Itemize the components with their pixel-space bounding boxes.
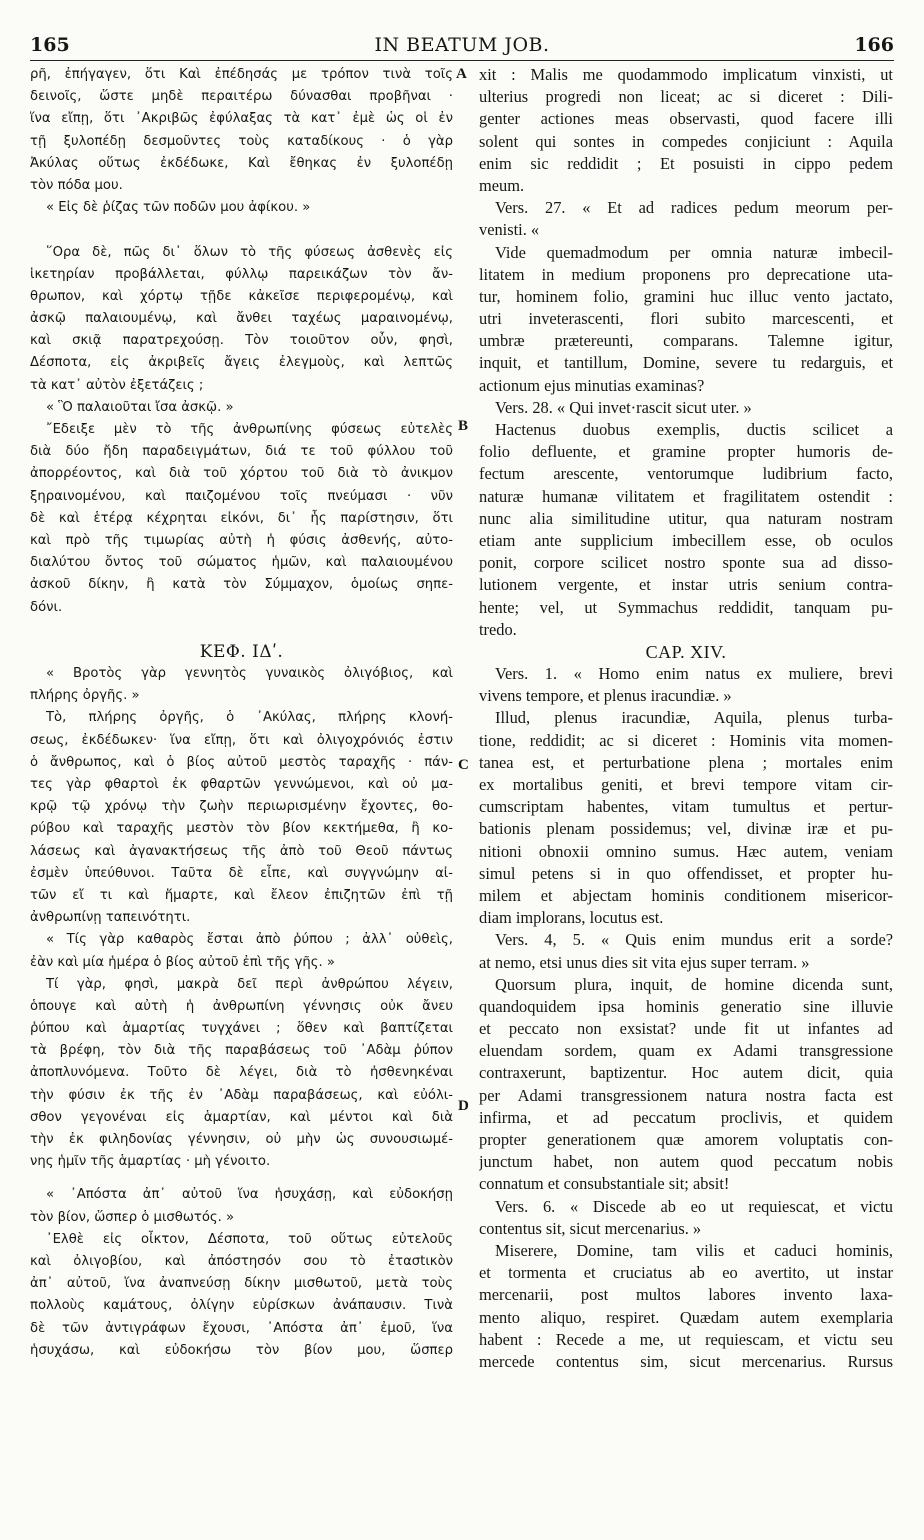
greek-text-line: πολλοὺς καμάτους, ὀλίγην εὑρίσκων ἀνάπαυσιν. Τινὰ (30, 1298, 453, 1314)
greek-text-line: λάσεως καὶ ἀγανακτήσεως τῆς ἀπὸ τοῦ Θεοῦ πάντως (30, 843, 453, 859)
greek-text-line: σθον γεγονέναι εἰς ἁμαρτίαν, καὶ μέντοι καὶ διὰ (30, 1109, 453, 1125)
greek-text-line: ῎Εδειξε μὲν τὸ τῆς ἀνθρωπίνης φύσεως εὐτελὲς (46, 422, 453, 437)
latin-text-line: inquit, et tantillum, Domine, severe tu redarguis, et (479, 353, 893, 373)
greek-chapter-heading: ΚΕΦ. ΙΔʹ. (199, 641, 284, 662)
latin-text-line: contraxerunt, baptizentur. Hoc autem dicit, quia (479, 1063, 893, 1083)
latin-text-line: tredo. (479, 619, 517, 639)
greek-text-line: « Βροτὸς γὰρ γεννητὸς γυναικὸς ὀλιγόβιος, καὶ (46, 666, 453, 682)
greek-text-line: Τί γὰρ, φησὶ, μακρὰ δεῖ περὶ ἀνθρώπου λέγειν, (46, 976, 453, 992)
greek-text-line: ὁ ἄνθρωπος, καὶ ὁ βίος αὐτοῦ μεστὸς ταραχῆς · πάν- (30, 754, 453, 770)
greek-text-line: καὶ σκιᾷ παρατρεχούσῃ. Τὸν τοιοῦτον οὖν, φησὶ, (30, 333, 453, 349)
section-marker-d: D (458, 1098, 469, 1114)
greek-text-line: « Τίς γὰρ καθαρὸς ἔσται ἀπὸ ῥύπου ; ἀλλ᾿ οὐθεὶς, (46, 932, 453, 948)
latin-text-line: at nemo, etsi unus dies sit vita ejus super terram. » (479, 952, 810, 972)
greek-text-line: « Εἰς δὲ ῥίζας τῶν ποδῶν μου ἀφίκου. » (46, 200, 311, 216)
latin-text-line: fectum arescente, ventorumque ludibrium facto, (479, 464, 893, 484)
greek-text-line: ῥύπου καὶ ἁμαρτίας τυγχάνει ; ὅθεν καὶ βαπτίζεται (30, 1021, 453, 1037)
greek-text-line: δὲ καὶ ἑτέρᾳ κέχρηται εἰκόνι, δι᾿ ἧς παρίστησιν, ὅτι (30, 510, 453, 526)
greek-text-line: ἡσυχάσω, καὶ εὐδοκήσω τὸν βίον μου, ὥσπερ (30, 1342, 453, 1358)
latin-text-line: genter actiones meas observasti, quod facere illi (479, 109, 893, 129)
latin-text-line: lutionem vergente, et instar utris senium contra- (479, 575, 893, 595)
greek-text-line: ἐὰν καὶ μία ἡμέρα ὁ βίος αὐτοῦ ἐπὶ τῆς γῆς. » (30, 954, 335, 970)
latin-text-line: nunc alia similitudine utitur, qua naturam nostram (479, 508, 893, 528)
greek-text-line: τες γὰρ φθαρτοὶ ἐκ φθαρτῶν γεννώμενοι, καὶ οὐ μα- (30, 777, 453, 792)
greek-text-line: Ἀκύλας οὕτως ἐκδέδωκε, Καὶ ἔθηκας ἐν ξυλοπέδῃ (30, 155, 453, 171)
greek-text-line: ᾿Ελθὲ εἰς οἶκτον, Δέσποτα, τοῦ οὕτως εὐτελοῦς (46, 1231, 453, 1247)
greek-text-line: ἀπ᾿ αὐτοῦ, ἵνα ἀναπνεύσῃ δίκην μισθωτοῦ, μετὰ τοὺς (30, 1276, 453, 1292)
latin-chapter-heading: CAP. XIV. (645, 641, 727, 662)
latin-text-line: vivens tempore, et plenus iracundiæ. » (479, 686, 732, 706)
latin-text-line: Hactenus duobus exemplis, ductis scilicet a (495, 420, 893, 439)
greek-text-line: ῞Ορα δὲ, πῶς δι᾿ ὅλων τὸ τῆς φύσεως ἀσθενὲς εἰς (46, 244, 453, 260)
paragraph-gap (30, 219, 453, 241)
greek-text-line: θρωπον, καὶ χόρτῳ τῇδε κἀκεῖσε περιφερομένῳ, καὶ (30, 288, 453, 304)
greek-text-line: καὶ ὀλιγοβίου, καὶ ἀπόστησόν σου τὸ ἐτασtικὸν (30, 1253, 453, 1269)
latin-text-line: Vers. 28. « Qui invet·rascit sicut uter. » (495, 397, 752, 417)
greek-text-line: νης ἡμῖν τῆς ἁμαρτίας · μὴ γένοιτο. (30, 1154, 271, 1170)
latin-text-line: eluendam sordem, quam ex Adami transgressione (479, 1041, 893, 1061)
greek-text-line: ἀποπλυνόμενα. Τοῦτο δὲ λέγει, διὰ τὸ ἠσθενηκέναι (30, 1065, 453, 1081)
latin-text-line: mercede contentus sim, sicut mercenarius. Rursus (479, 1351, 893, 1371)
latin-text-line: folio defluente, et gramine propter humoris de- (479, 442, 893, 462)
latin-text-line: per Adami transgressionem natura nostra facta est (479, 1085, 893, 1105)
latin-text-line: Vers. 6. « Discede ab eo ut requiescat, et victu (495, 1196, 893, 1216)
latin-text-line: junctum habet, non autem quod peccatum nobis (479, 1152, 893, 1172)
latin-text-line: propter generationem quæ amorem voluptatis con- (479, 1130, 893, 1149)
latin-text-line: Illud, plenus iracundiæ, Aquila, plenus turba- (495, 708, 893, 728)
latin-text-line: enim sic reddidit ; Et posuisti in cippo pedem (479, 153, 893, 173)
greek-text-line: κρῷ τῷ χρόνῳ τὴν ζωὴν περιωρισμένην ἔχοντες, θο- (30, 799, 453, 815)
latin-text-line: Vers. 4, 5. « Quis enim mundus erit a sorde? (495, 930, 893, 950)
running-title: IN BEATUM JOB. (374, 34, 550, 56)
page-number-right: 166 (854, 34, 894, 56)
greek-text-line: « ᾿Απόστα ἀπ᾿ αὐτοῦ ἵνα ἡσυχάσῃ, καὶ εὐδοκήσῃ (46, 1187, 453, 1203)
greek-text-line: « Ὃ παλαιοῦται ἴσα ἀσκῷ. » (46, 399, 234, 415)
greek-text-line: ἀσκοῦ δίκην, ἢ κατὰ τὸν Σύμμαχον, ὁμοίως σηπε- (30, 577, 453, 593)
greek-column (30, 64, 453, 1362)
greek-text-line: δεινοῖς, ὥστε μηδὲ περαιτέρω δύνασθαι προβῆναι · (30, 89, 453, 105)
greek-text-line: ἵνα εἴπῃ, ὅτι ᾿Ακριβῶς ἐφύλαξας τὰ κατ᾿ ἐμὲ ὡς οἱ ἐν (30, 111, 453, 127)
latin-text-line: connatum et consubstantiale sit; absit! (479, 1174, 730, 1194)
greek-text-line: δὲ τῶν ἀντιγράφων ἔχουσι, ᾿Απόστα ἀπ᾿ ἐμοῦ, ἵνα (30, 1320, 453, 1336)
latin-text-line: quandoquidem ipsa hominis generatio sine illuvie (479, 996, 893, 1016)
greek-text-line: ἀσκῷ παλαιουμένῳ, καὶ ἄνθει ταχέως μαραινομένῳ, (30, 311, 453, 327)
greek-text-line: διαλύτου ὄντος τοῦ σώματος ἡμῶν, καὶ παλαιουμένου (30, 555, 453, 571)
latin-text-line: xit : Malis me quodammodo implicatum vinxisti, ut (479, 65, 893, 84)
latin-text-line: hente; vel, ut Symmachus reddidit, tanquam pu- (479, 597, 893, 617)
latin-text-line: milem et abjectam hominis conditionem misericor- (479, 885, 893, 905)
latin-text-line: Vers. 1. « Homo enim natus ex muliere, brevi (495, 664, 893, 684)
greek-text-line: τῇ ξυλοπέδῃ δεσμοῦντες τοὺς καταδίκους · ὁ γὰρ (30, 133, 453, 149)
latin-text-line: simul petens si in quo offendisset, et propter hu- (479, 863, 893, 883)
greek-text-line: τὴν ἐκ φιληδονίας γέννησιν, οὐ μὴν ὡς συνουσιωμέ- (30, 1132, 453, 1147)
section-marker-b: B (458, 418, 469, 434)
greek-text-line: ἀπορρέοντος, καὶ διὰ τοῦ χόρτου τοῦ διὰ τὸ ἀνικμον (30, 466, 453, 482)
greek-text-line: ὁπουγε καὶ αὐτὴ ἡ ἀνθρωπίνη γέννησις οὐκ ἄνευ (30, 998, 453, 1014)
latin-text-line: naturæ humanæ vilitatem et fragilitatem ostendit : (479, 486, 893, 506)
greek-text-line: Τὸ, πλήρης ὀργῆς, ὁ ᾿Ακύλας, πλήρης κλονή- (46, 710, 453, 726)
latin-text-line: diam implorans, locutus est. (479, 908, 664, 928)
latin-text-line: ulterius progredi non liceat; ac si diceret : Dili- (479, 87, 893, 107)
latin-text-line: nitioni obnoxii omnino sumus. Hæc autem, veniam (479, 841, 893, 861)
greek-text-line: τὰ κατ᾿ αὐτὸν ἐξετάζεις ; (30, 377, 204, 393)
page-number-left: 165 (30, 34, 70, 56)
latin-column (479, 64, 893, 1373)
latin-text-line: tur, hominem folio, gramini huc illuc vento jactato, (479, 286, 893, 306)
latin-text-line: tione, reddidit; ac si diceret : Hominis vita momen- (479, 730, 893, 750)
latin-text-line: etiam ante supplicium imbecillem esse, ob oculos (479, 530, 893, 550)
latin-text-line: Vers. 27. « Et ad radices pedum meorum per- (495, 198, 893, 218)
latin-text-line: mercenarii, post multos labores invento laxa- (479, 1285, 893, 1305)
greek-text-line: ρῆ, ἐπήγαγεν, ὅτι Καὶ ἐπέδησάς με τρόπον τινὰ τοῖς (30, 67, 453, 82)
greek-text-line: διὰ δύο ἤδη παραδειγμάτων, διά τε τοῦ φύλλου τοῦ (30, 444, 453, 460)
latin-text-line: solent qui sontes in compedes conjiciunt : Aquila (479, 131, 893, 151)
latin-text-line: tanea est, et perturbatione plena ; mortales enim (479, 752, 893, 772)
paragraph-gap (30, 619, 453, 641)
latin-text-line: bationis plenam possidemus; vel, divinæ iræ et pu- (479, 819, 893, 839)
running-header (30, 34, 894, 61)
latin-text-line: infirma, et ad peccatum proclivis, et quidem (479, 1107, 893, 1127)
latin-text-line: et tormenta et cruciatus ab eo avertito, ut instar (479, 1263, 893, 1283)
latin-text-line: habent : Recede a me, ut requiescam, et victu seu (479, 1329, 893, 1349)
greek-text-line: δόνι. (30, 599, 63, 615)
greek-text-line: τὰ βρέφη, τὸν διὰ τῆς παραβάσεως τοῦ ᾿Αδὰμ ῥύπον (30, 1043, 453, 1059)
greek-text-line: Δέσποτα, εἰς ἀκριβεῖς ἄγεις ἐλεγμοὺς, καὶ λεπτῶς (30, 355, 453, 371)
paragraph-gap (30, 1173, 453, 1184)
latin-text-line: Miserere, Domine, tam vilis et caduci hominis, (495, 1240, 893, 1260)
greek-text-line: τὸν πόδα μου. (30, 177, 123, 193)
greek-text-line: τὸν βίον, ὥσπερ ὁ μισθωτός. » (30, 1209, 235, 1225)
section-marker-c: C (458, 757, 469, 773)
latin-text-line: ex mortalibus geniti, et brevi tempore vitam cir- (479, 775, 893, 794)
greek-text-line: ξηραινομένου, καὶ παιζομένου τοῖς πνεύμασι · νῦν (30, 488, 453, 504)
latin-text-line: litatem in medium proponens pro deprecatione uta- (479, 264, 893, 284)
latin-text-line: actionum ejus minutias examinas? (479, 375, 705, 395)
latin-text-line: ponit, corpore scilicet nostro sponte sua ad disso- (479, 553, 893, 573)
latin-text-line: mento aliquo, respiret. Quædam autem exemplaria (479, 1307, 893, 1327)
greek-text-line: ἱκετηρίαν προβάλλεται, φύλλῳ παρεικάζων τὸν ἄν- (30, 266, 453, 282)
greek-text-line: ἀνθρωπίνῃ ταπεινότητι. (30, 910, 191, 926)
latin-text-line: et peccato non exsistat? unde fit ut infantes ad (479, 1019, 893, 1039)
greek-text-line: ἐσμὲν ὑπεύθυνοι. Ταῦτα δὲ εἶπε, καὶ συγγνώμην αἰ- (30, 865, 453, 881)
greek-text-line: σεως, ἐκδέδωκεν· ἵνα εἴπῃ, ὅτι καὶ ὀλιγοχρόνιός ἐστιν (30, 732, 453, 748)
greek-text-line: ρύβου καὶ ταραχῆς μεστὸν τὸν βίον κεκτήμεθα, ἢ κο- (30, 821, 453, 837)
latin-text-line: cumscriptam habentes, vitam tumultus et pertur- (479, 797, 893, 817)
latin-text-line: umbræ prætereunti, comparans. Talemne igitur, (479, 331, 893, 351)
latin-text-line: Vide quemadmodum per omnia naturæ imbecil- (495, 242, 893, 262)
latin-text-line: venisti. « (479, 220, 540, 240)
latin-text-line: utri inveterascenti, flori subito marcescenti, et (479, 309, 893, 329)
section-marker-a: A (456, 66, 467, 82)
greek-text-line: τῶν εἴ τι καὶ ἥμαρτε, καὶ ἔλεον ἐπιζητῶν ἐπὶ τῇ (30, 887, 453, 903)
greek-text-line: καὶ πρὸ τῆς τιμωρίας αὐτὴ ἡ φύσις ἀσθενής, αὐτο- (30, 532, 453, 548)
latin-text-line: Quorsum plura, inquit, de homine dicenda sunt, (495, 974, 893, 994)
latin-text-line: contentus sit, sicut mercenarius. » (479, 1218, 702, 1238)
greek-text-line: πλήρης ὀργῆς. » (30, 688, 140, 704)
greek-text-line: τὴν φύσιν ἐκ τῆς ἐν ᾿Αδὰμ παραβάσεως, καὶ εὐόλι- (30, 1087, 453, 1103)
latin-text-line: meum. (479, 175, 525, 195)
